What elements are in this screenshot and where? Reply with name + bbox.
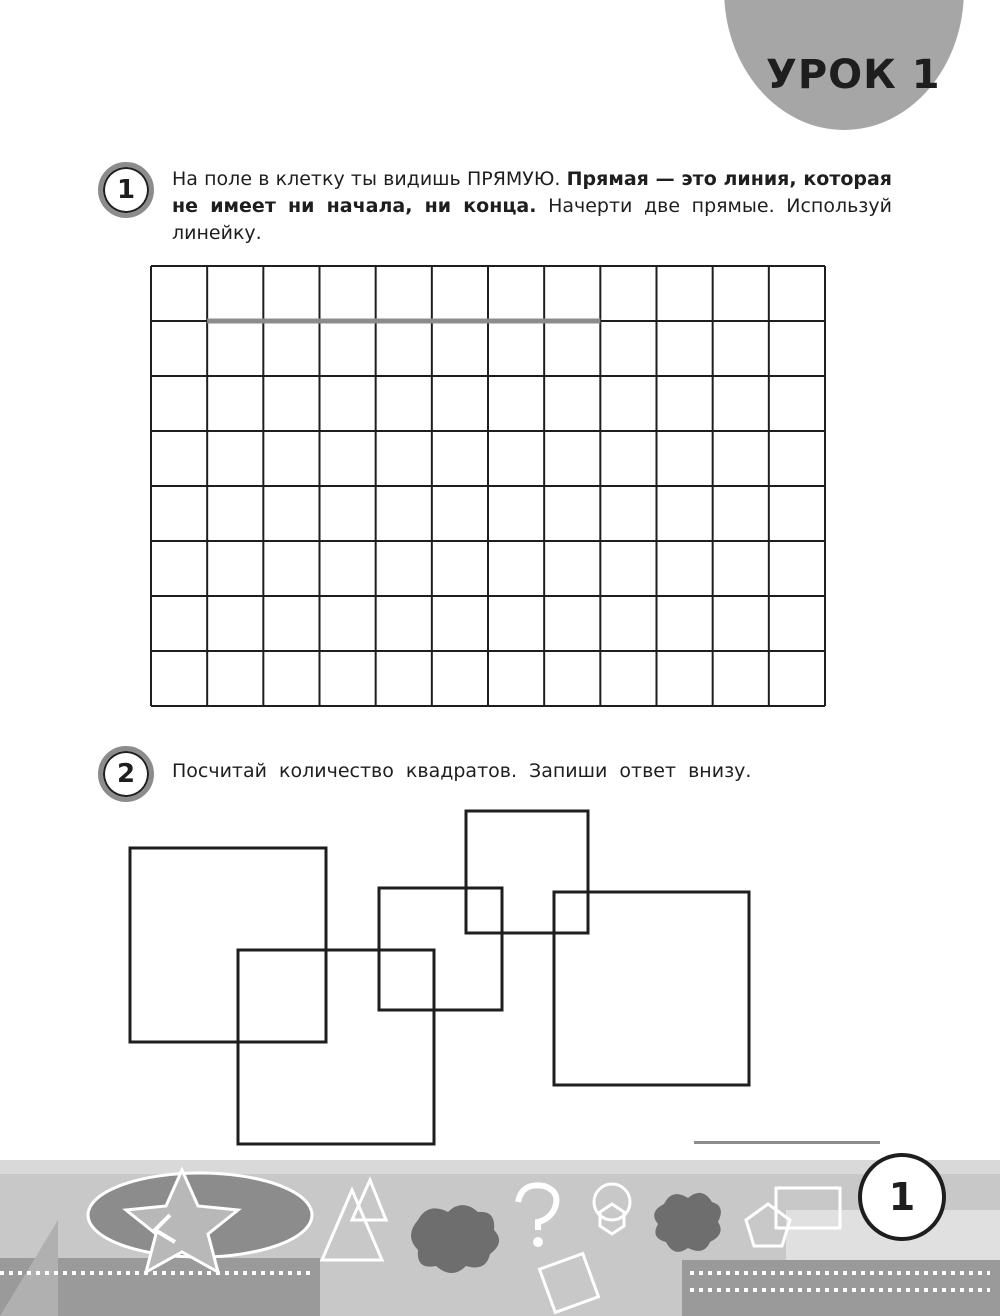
task-1-definition: Прямая — это линия, которая не имеет ни начала, ни конца. xyxy=(172,168,893,217)
page-number: 1 xyxy=(858,1153,946,1241)
square-2 xyxy=(238,950,434,1144)
task-1-text-part1: На поле в клетку ты видишь ПРЯМУЮ. xyxy=(172,168,567,190)
square-1 xyxy=(130,848,326,1042)
task-2-number: 2 xyxy=(98,746,154,802)
answer-line[interactable] xyxy=(694,1141,880,1144)
squares-figure xyxy=(0,800,1000,1160)
square-5 xyxy=(554,892,749,1085)
task-1-text-part2: Начерти две прямые. Используй линейку. xyxy=(172,195,892,244)
task-1-instructions xyxy=(172,166,892,247)
footer-decoration xyxy=(0,1160,1000,1316)
lesson-title: УРОК 1 xyxy=(766,52,941,98)
cloud-icon xyxy=(411,1205,499,1273)
task-2-instructions: Посчитай количество квадратов. Запиши ответ внизу. xyxy=(172,760,752,782)
task-1-number: 1 xyxy=(98,162,154,218)
square-4 xyxy=(466,811,588,933)
drawing-grid[interactable] xyxy=(150,265,826,707)
